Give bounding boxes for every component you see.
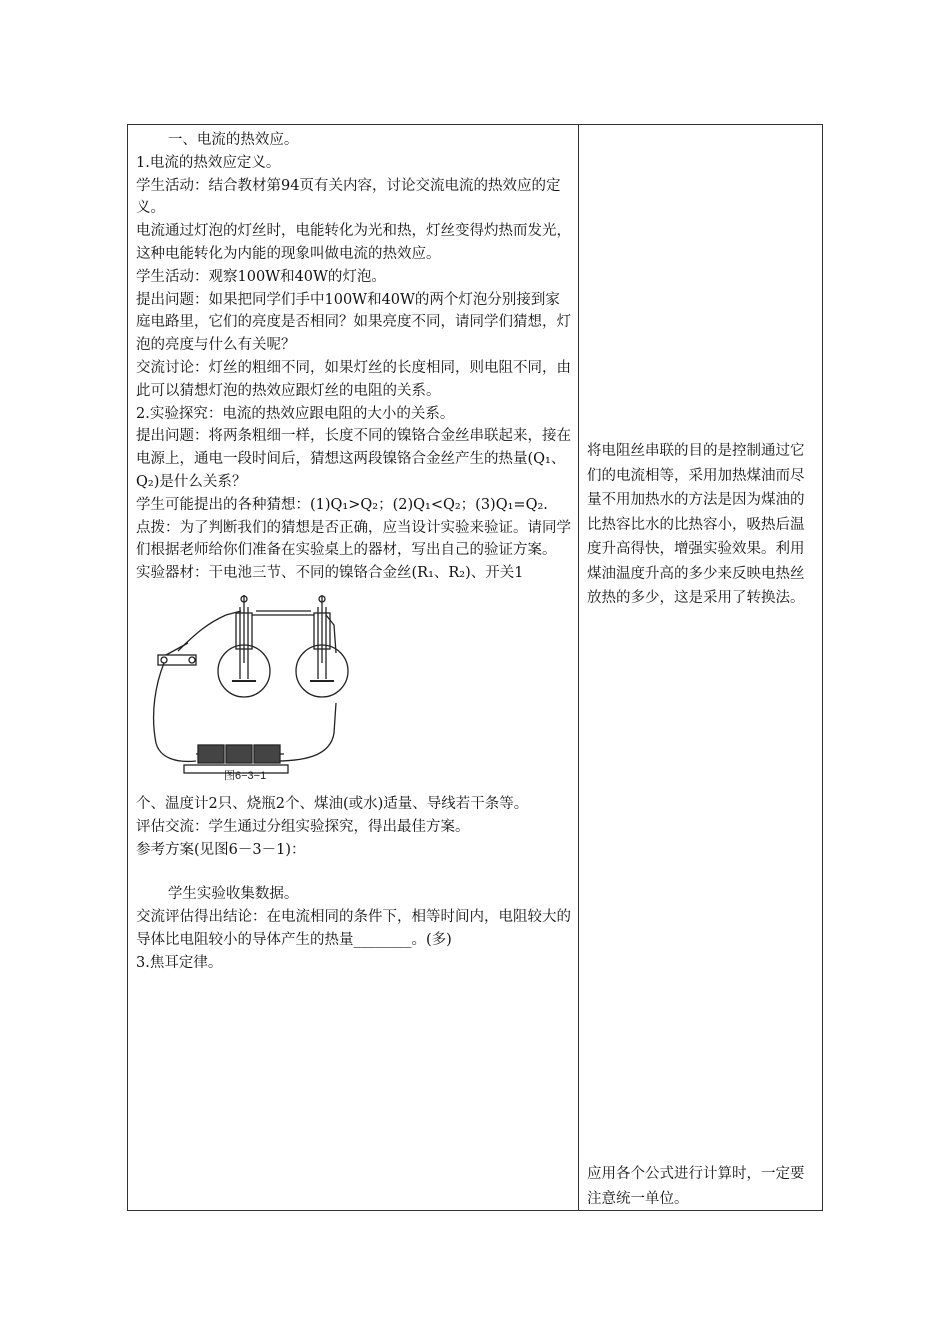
paragraph: 点拨：为了判断我们的猜想是否正确，应当设计实验来验证。请同学们根据老师给你们准备在实验桌上的器材，写出自己的验证方案。 xyxy=(136,519,571,559)
subheading-definition: 1.电流的热效应定义。 xyxy=(136,154,281,171)
paragraph: 学生可能提出的各种猜想：(1)Q₁>Q₂；(2)Q₁<Q₂；(3)Q₁=Q₂. xyxy=(136,496,548,513)
paragraph: 交流讨论：灯丝的粗细不同，如果灯丝的长度相同，则电阻不同，由此可以猜想灯泡的热效应跟灯丝的电阻的关系。 xyxy=(136,359,571,399)
paragraph: 电流通过灯泡的灯丝时，电能转化为光和热，灯丝变得灼热而发光，这种电能转化为内能的现象叫做电流的热效应。 xyxy=(136,223,571,262)
paragraph: 提出问题：将两条粗细一样，长度不同的镍铬合金丝串联起来，接在电源上，通电一段时间后，猜想这两段镍铬合金丝产生的热量(Q₁、Q₂)是什么关系？ xyxy=(136,428,571,490)
paragraph: 交流评估得出结论：在电流相同的条件下，相等时间内，电阻较大的导体比电阻较小的导体产生的热量________。(多) xyxy=(136,909,571,948)
lesson-table xyxy=(127,124,823,1211)
paragraph: 提出问题：如果把同学们手中100W和40W的两个灯泡分别接到家庭电路里，它们的亮度是否相同？如果亮度不同，请同学们猜想，灯泡的亮度与什么有关呢？ xyxy=(136,291,571,354)
note-text: 将电阻丝串联的目的是控制通过它们的电流相等，采用加热煤油而尽量不用加热水的方法是因为煤油的比热容比水的比热容小，吸热后温度升高得快，增强实验效果。利用煤油温度升高的多少来反映电热丝放热的多少，这是采用了转换法。 xyxy=(587,443,805,606)
paragraph: 评估交流：学生通过分组实验探究，得出最佳方案。 xyxy=(136,818,470,835)
figure-caption: 图6−3−1 xyxy=(224,769,267,782)
teaching-note-1 xyxy=(587,439,815,611)
paragraph: 个、温度计2只、烧瓶2个、煤油(或水)适量、导线若干条等。 xyxy=(136,795,529,812)
paragraph: 参考方案(见图6－3－1)： xyxy=(136,841,306,858)
subheading-experiment: 2.实验探究：电流的热效应跟电阻的大小的关系。 xyxy=(136,405,455,422)
paragraph: 实验器材：干电池三节、不同的镍铬合金丝(R₁、R₂)、开关1 xyxy=(136,565,524,582)
experiment-figure xyxy=(136,593,572,783)
note-text: 应用各个公式进行计算时，一定要注意统一单位。 xyxy=(587,1166,805,1207)
left-column xyxy=(136,129,572,975)
paragraph: 学生活动：观察100W和40W的灯泡。 xyxy=(136,268,386,285)
paragraph: 学生实验收集数据。 xyxy=(167,886,299,903)
subheading-joule-law: 3.焦耳定律。 xyxy=(136,954,223,971)
circuit-diagram xyxy=(136,593,576,783)
teaching-note-2 xyxy=(587,1162,815,1211)
column-divider xyxy=(578,125,579,1210)
section-heading: 一、电流的热效应。 xyxy=(167,132,299,148)
paragraph: 学生活动：结合教材第94页有关内容，讨论交流电流的热效应的定义。 xyxy=(136,177,561,217)
